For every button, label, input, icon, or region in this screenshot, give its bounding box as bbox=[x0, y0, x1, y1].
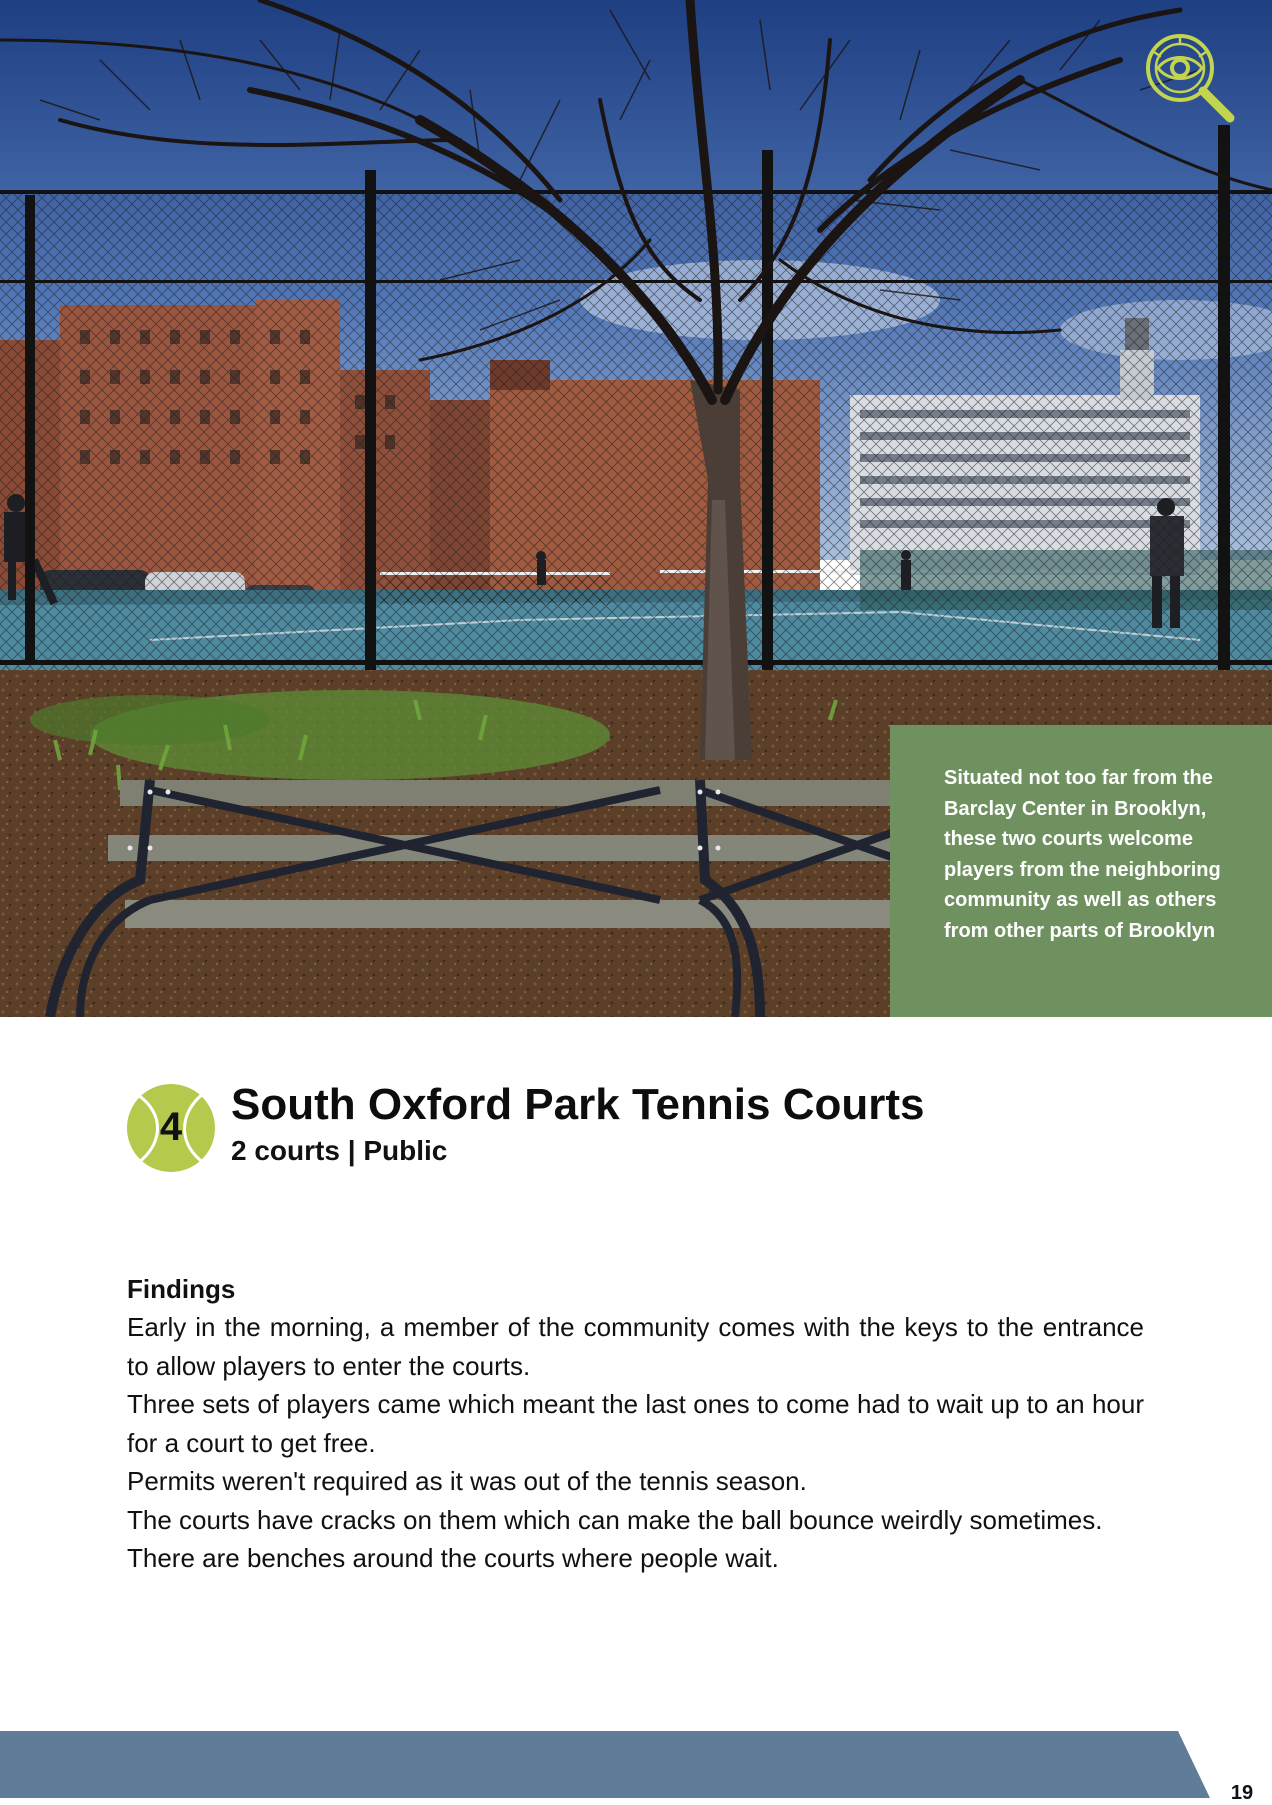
findings-paragraph: Permits weren't required as it was out of the tennis season. bbox=[127, 1466, 807, 1496]
eye-magnifier-icon bbox=[1140, 28, 1240, 128]
court-number: 4 bbox=[159, 1105, 183, 1149]
findings-paragraph: Three sets of players came which meant the last ones to come had to wait up to an hour for a court to get free. bbox=[127, 1389, 1144, 1458]
court-subtitle: 2 courts | Public bbox=[231, 1135, 448, 1166]
findings-paragraph: The courts have cracks on them which can make the ball bounce weirdly sometimes. bbox=[127, 1504, 1103, 1535]
page-number: 19 bbox=[1230, 1782, 1254, 1804]
findings-heading: Findings bbox=[127, 1274, 236, 1304]
footer-bar bbox=[0, 1731, 1272, 1798]
findings-paragraph: There are benches around the courts where people wait. bbox=[127, 1543, 779, 1573]
photo-caption-box bbox=[890, 725, 1272, 1017]
photo-caption: Situated not too far from the Barclay Center in Brooklyn, these two courts welcome players from the neighboring community as well as others from other parts of Brooklyn bbox=[944, 767, 1221, 942]
findings-paragraph: Early in the morning, a member of the community comes with the keys to the entrance to allow players to enter the courts. bbox=[127, 1312, 1144, 1381]
findings-section bbox=[127, 1270, 1144, 1578]
page-title: South Oxford Park Tennis Courts bbox=[231, 1080, 925, 1129]
